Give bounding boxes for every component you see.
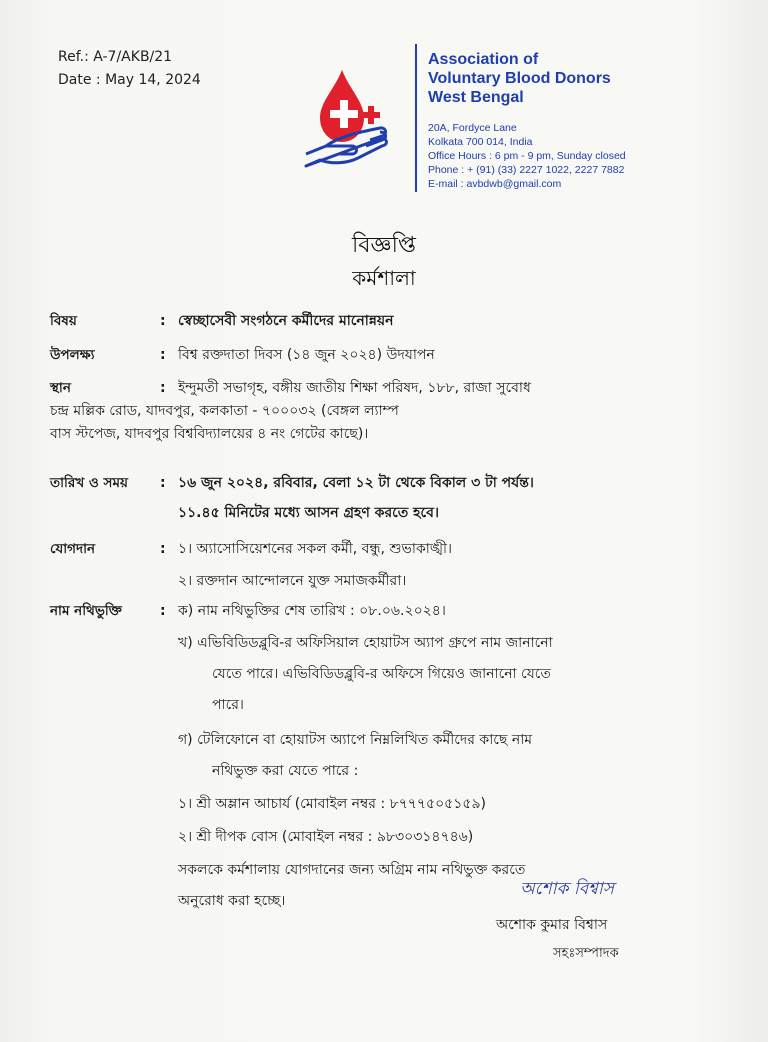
datetime-value xyxy=(178,472,698,525)
colon: : xyxy=(160,541,166,557)
venue-line: ইন্দুমতী সভাগৃহ, বঙ্গীয় জাতীয় শিক্ষা পরিষদ, ১৮৮, রাজা সুবোধ xyxy=(178,380,531,396)
signatory-role: সহঃসম্পাদক xyxy=(553,946,619,961)
address-line: 20A, Fordyce Lane xyxy=(428,122,517,134)
registration-item-c-cont: নথিভুক্ত করা যেতে পারে : xyxy=(212,763,359,779)
closing-text: অনুরোধ করা হচ্ছে। xyxy=(178,893,286,909)
colon: : xyxy=(160,380,166,396)
organization-block xyxy=(428,50,626,191)
phone-line: Phone : + (91) (33) 2227 1022, 2227 7882 xyxy=(428,164,625,176)
org-name-line-2: Voluntary Blood Donors xyxy=(428,70,611,87)
email-line: E-mail : avbdwb@gmail.com xyxy=(428,178,562,190)
signatory-name: অশোক কুমার বিশ্বাস xyxy=(496,917,608,933)
colon: : xyxy=(160,603,166,619)
org-name-line-3: West Bengal xyxy=(428,89,524,106)
participation-label: যোগদান xyxy=(50,541,96,557)
address-line: Kolkata 700 014, India xyxy=(428,136,533,148)
handwritten-signature: অশোক বিশ্বাস xyxy=(520,879,615,899)
participation-item: ১। অ্যাসোসিয়েশনের সকল কর্মী, বন্ধু, শুভাকাঙ্খী। xyxy=(178,541,453,557)
colon: : xyxy=(160,475,166,491)
colon: : xyxy=(160,313,166,329)
datetime-label: তারিখ ও সময় xyxy=(50,475,128,491)
notice-heading: বিজ্ঞপ্তি xyxy=(352,233,416,258)
registration-item-b: খ) এভিবিডিডব্লুবি-র অফিসিয়াল হোয়াটস অ্যাপ গ্রুপে নাম জানানো xyxy=(178,635,553,651)
occasion-value: বিশ্ব রক্তদাতা দিবস (১৪ জুন ২০২৪) উদযাপন xyxy=(178,347,435,363)
closing-text: সকলকে কর্মশালায় যোগদানের জন্য অগ্রিম নাম নথিভুক্ত করতে xyxy=(178,862,526,878)
colon: : xyxy=(160,347,166,363)
blood-donor-logo-icon xyxy=(300,62,400,182)
letter-date: Date : May 14, 2024 xyxy=(58,72,201,88)
venue-line: বাস স্টপেজ, যাদবপুর বিশ্ববিদ্যালয়ের ৪ নং গেটের কাছে)। xyxy=(50,426,369,442)
registration-item-b-cont: যেতে পারে। এভিবিডিডব্লুবি-র অফিসে গিয়েও জানানো যেতে xyxy=(212,666,551,682)
org-address xyxy=(428,121,626,191)
subject-value: স্বেচ্ছাসেবী সংগঠনে কর্মীদের মানোন্নয়ন xyxy=(178,313,394,329)
participation-item: ২। রক্তদান আন্দোলনে যুক্ত সমাজকর্মীরা। xyxy=(178,573,407,589)
office-hours: Office Hours : 6 pm - 9 pm, Sunday closed xyxy=(428,150,626,162)
registration-item-c: গ) টেলিফোনে বা হোয়াটস অ্যাপে নিম্নলিখিত কর্মীদের কাছে নাম xyxy=(178,732,533,748)
contact-person: ২। শ্রী দীপক বোস (মোবাইল নম্বর : ৯৮৩০৩১৪৭৪৬) xyxy=(178,829,474,845)
datetime-line: ১৬ জুন ২০২৪, রবিবার, বেলা ১২ টা থেকে বিকাল ৩ টা পর্যন্ত। xyxy=(178,475,534,491)
contact-person: ১। শ্রী অম্লান আচার্য (মোবাইল নম্বর : ৮৭৭৭৫০৫১৫৯) xyxy=(178,796,486,812)
reference-block xyxy=(58,46,201,92)
registration-item-a: ক) নাম নথিভুক্তির শেষ তারিখ : ০৮.০৬.২০২৪। xyxy=(178,603,446,619)
subject-label: বিষয় xyxy=(50,313,77,329)
registration-value xyxy=(178,600,698,913)
registration-item-b-cont: পারে। xyxy=(212,697,244,713)
registration-label: নাম নথিভুক্তি xyxy=(50,603,122,619)
org-name-line-1: Association of xyxy=(428,51,539,68)
reference-number: Ref.: A-7/AKB/21 xyxy=(58,49,173,65)
participation-value xyxy=(178,538,698,593)
venue-line: চন্দ্র মল্লিক রোড, যাদবপুর, কলকাতা - ৭০০০৩২ (বেঙ্গল ল্যাম্প xyxy=(50,403,399,419)
occasion-label: উপলক্ষ্য xyxy=(50,347,95,363)
venue-label: স্থান xyxy=(50,380,71,396)
datetime-line: ১১.৪৫ মিনিটের মধ্যে আসন গ্রহণ করতে হবে। xyxy=(178,505,439,521)
header-divider xyxy=(415,44,417,192)
notice-subheading: কর্মশালা xyxy=(352,266,416,290)
